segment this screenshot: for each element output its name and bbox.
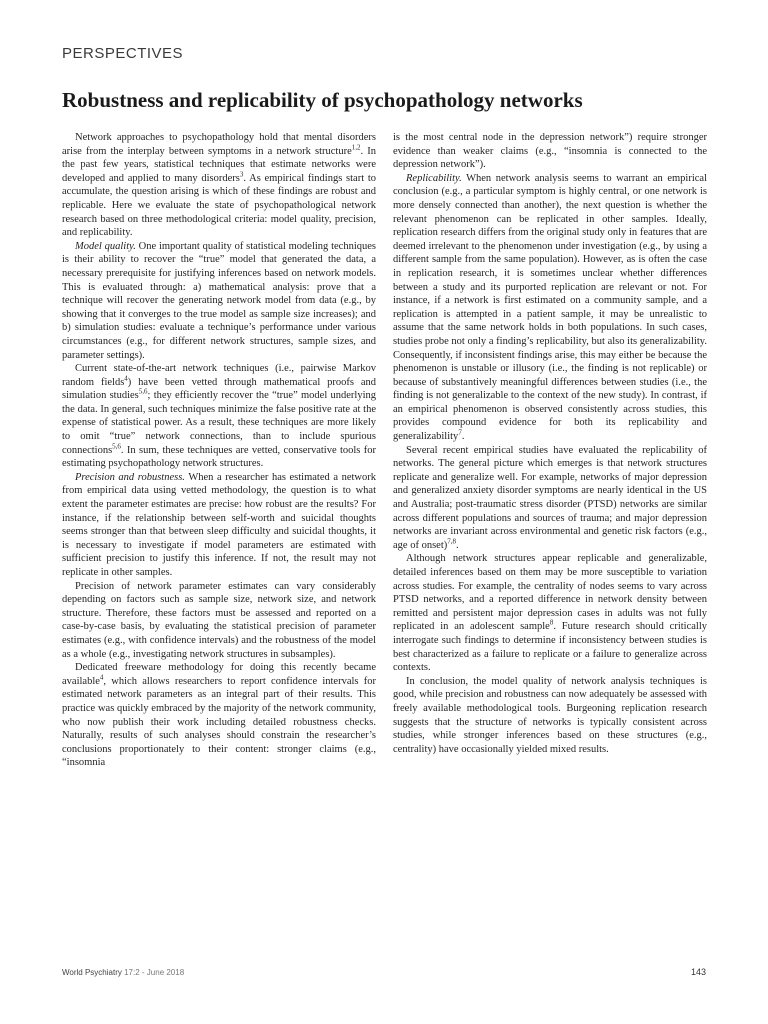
- section-label: PERSPECTIVES: [62, 45, 184, 62]
- reference-mark: 1,2: [351, 143, 361, 152]
- paragraph-text: . As empirical findings start to accumulate, the question arising is which of these findings are robust and replicable. Here we evaluate the state of psychopathological network research based on three methodological criteria: model quality, precision, and replicability.: [62, 172, 376, 239]
- paragraph: [393, 131, 707, 172]
- paragraph: [393, 444, 707, 553]
- paragraph-text: .: [455, 539, 459, 551]
- paragraph-text: Precision of network parameter estimates can vary considerably depending on factors such as sample size, network size, and network structure. Therefore, these factors must be assessed and reported on a case-by-case basis, by evaluating the statistical precision of parameter estimates (e.g., with confidence intervals) and the robustness of the model as a whole (e.g., investigating network structures in subsamples).: [62, 580, 376, 660]
- paragraph-text: .: [461, 431, 465, 443]
- paragraph-text: Dedicated freeware methodology for doing this recently became available: [62, 662, 376, 687]
- paragraph-text: When network analysis seems to warrant an empirical conclusion (e.g., a particular symptom is highly central, or one network is more densely connected than another), the next question is whether the relevant phenomenon can be replicated in other samples. Ideally, replication research differs from the original study only in features that are deemed irrelevant to the phenomenon under investigation (e.g., by using a different sample from the same population). However, as is often the case in replication research, it is sometimes unclear whether differences between a study and its purported replication are relevant or not. For instance, if a network is first estimated on a community sample, and a replication is attempted in a patient sample, it may be unrealistic to assume that the same network holds in both populations. In such cases, studies probe not only a finding’s replicability, but also its generalizability. Consequently, if inconsistent findings arise, this may either be because the phenomenon is unstable or illusory (i.e., the finding is not replicable) or because of substantively meaningful differences between studies (i.e., the finding is not generalizable to the context of the new study). In contrast, if an empirical phenomenon is observed consistently across studies, this provides compound evidence for both its replicability and generalizability: [393, 172, 707, 443]
- paragraph: [62, 580, 376, 662]
- paragraph: [62, 471, 376, 580]
- paragraph: [393, 552, 707, 674]
- paragraph-text: is the most central node in the depression network”) require stronger evidence than weaker claims (e.g., “insomnia is connected to the depression network”).: [393, 132, 707, 171]
- paragraph-text: One important quality of statistical modeling techniques is their ability to recover the “true” model that generated the data, a necessary prerequisite for justifying inferences based on network models. This is evaluated through: a) mathematical analysis: prove that a technique will recover the generating network model from data (e.g., by showing that it converges to the true model as sample size increases); and b) simulation studies: evaluate a technique’s performance under various circumstances (e.g., for different network structures, sample sizes, and parameter settings).: [62, 240, 376, 361]
- paragraph-text: . Future research should critically interrogate such findings to determine if inconsistency between studies is best characterized as a failure to replicate or a failure to generalize across contexts.: [393, 621, 707, 674]
- right-column: [393, 131, 707, 931]
- journal-issue: 17:2 - June 2018: [124, 968, 185, 977]
- reference-mark: 8: [549, 618, 554, 627]
- paragraph-text: ) have been vetted through mathematical proofs and simulation studies: [62, 376, 376, 402]
- paragraph-text: . In sum, these techniques are vetted, conservative tools for estimating psychopathology network structures.: [62, 444, 376, 470]
- paragraph-text: Several recent empirical studies have evaluated the replicability of networks. The general picture which emerges is that network structures replicate and generalize well. For example, networks of major depression and generalized anxiety disorder symptoms are nearly identical in the US and Australia; post-traumatic stress disorder (PTSD) networks are similar across different populations and sources of trauma; and major depression networks are invariant across environmental and genetic risk factors (e.g., age of onset): [393, 444, 707, 551]
- article-title: Robustness and replicability of psychopathology networks: [62, 88, 583, 112]
- reference-mark: 7,8: [447, 537, 456, 546]
- paragraph-lead: Precision and robustness.: [75, 471, 185, 483]
- reference-mark: 4: [99, 673, 104, 682]
- paragraph-text: . In the past few years, statistical techniques that estimate networks were developed and applied to many disorders: [62, 145, 376, 184]
- reference-mark: 4: [124, 374, 128, 383]
- reference-mark: 5,6: [138, 387, 148, 396]
- paragraph-text: In conclusion, the model quality of network analysis techniques is good, while precision and robustness can now adequately be assessed with freely available methodological tools. Burgeoning replication research suggests that the structure of networks is typically consistent across studies, while stronger inferences based on these structures (e.g., centrality) have occasionally yielded mixed results.: [393, 675, 707, 755]
- left-column: [62, 131, 376, 931]
- paragraph-text: Current state-of-the-art network techniques (i.e., pairwise Markov random fields: [62, 363, 376, 388]
- paragraph-text: When a researcher has estimated a network from empirical data using vetted methodology, the question is to what extent the parameter estimates are precise: how robust are the results? For instance, if the relationship between self-worth and suicidal thoughts seems stronger than that between sleep difficulty and suicidal thoughts, it is necessary to investigate if model parameters are estimated with sufficient precision to justify this inference. If not, the result may not replicate in other samples.: [62, 471, 376, 578]
- paragraph: [393, 172, 707, 444]
- paragraph-text: , which allows researchers to report confidence intervals for estimated network parameters as an integral part of their results. This practice was quickly embraced by the majority of the network community, who now publish their work including detailed robustness checks. Naturally, results of such analyses should constrain the researcher’s conclusions proportionately to their content: stronger claims (e.g., “insomnia: [62, 675, 376, 769]
- page-number: 143: [690, 967, 706, 977]
- reference-mark: 3: [239, 170, 244, 179]
- reference-mark: 5,6: [112, 442, 121, 451]
- paragraph-text: ; they efficiently recover the “true” model underlying the data. In general, such techniques minimize the false positive rate at the expense of statistical power. As a result, these techniques are more likely to omit “true” network connections, than to include spurious connections: [62, 390, 376, 456]
- paragraph: [393, 675, 707, 757]
- paragraph-lead: Model quality.: [75, 240, 136, 252]
- journal-name: World Psychiatry: [62, 968, 122, 977]
- paragraph-lead: Replicability.: [406, 172, 462, 184]
- article-body: [62, 131, 707, 931]
- paragraph: [62, 661, 376, 770]
- paragraph: [62, 362, 376, 471]
- footer-journal: [62, 968, 184, 977]
- paragraph: [62, 131, 376, 240]
- paragraph-text: Network approaches to psychopathology hold that mental disorders arise from the interplay between symptoms in a network structure: [62, 132, 376, 157]
- paragraph-text: Although network structures appear replicable and generalizable, detailed inferences based on them may be more susceptible to variation across studies. For example, the centrality of nodes seems to vary across PTSD networks, and a reported difference in network density between remitted and persistent major depression cases in adults was not fully replicated in an adolescent sample: [393, 553, 707, 633]
- paragraph: [62, 240, 376, 362]
- reference-mark: 7: [458, 428, 462, 437]
